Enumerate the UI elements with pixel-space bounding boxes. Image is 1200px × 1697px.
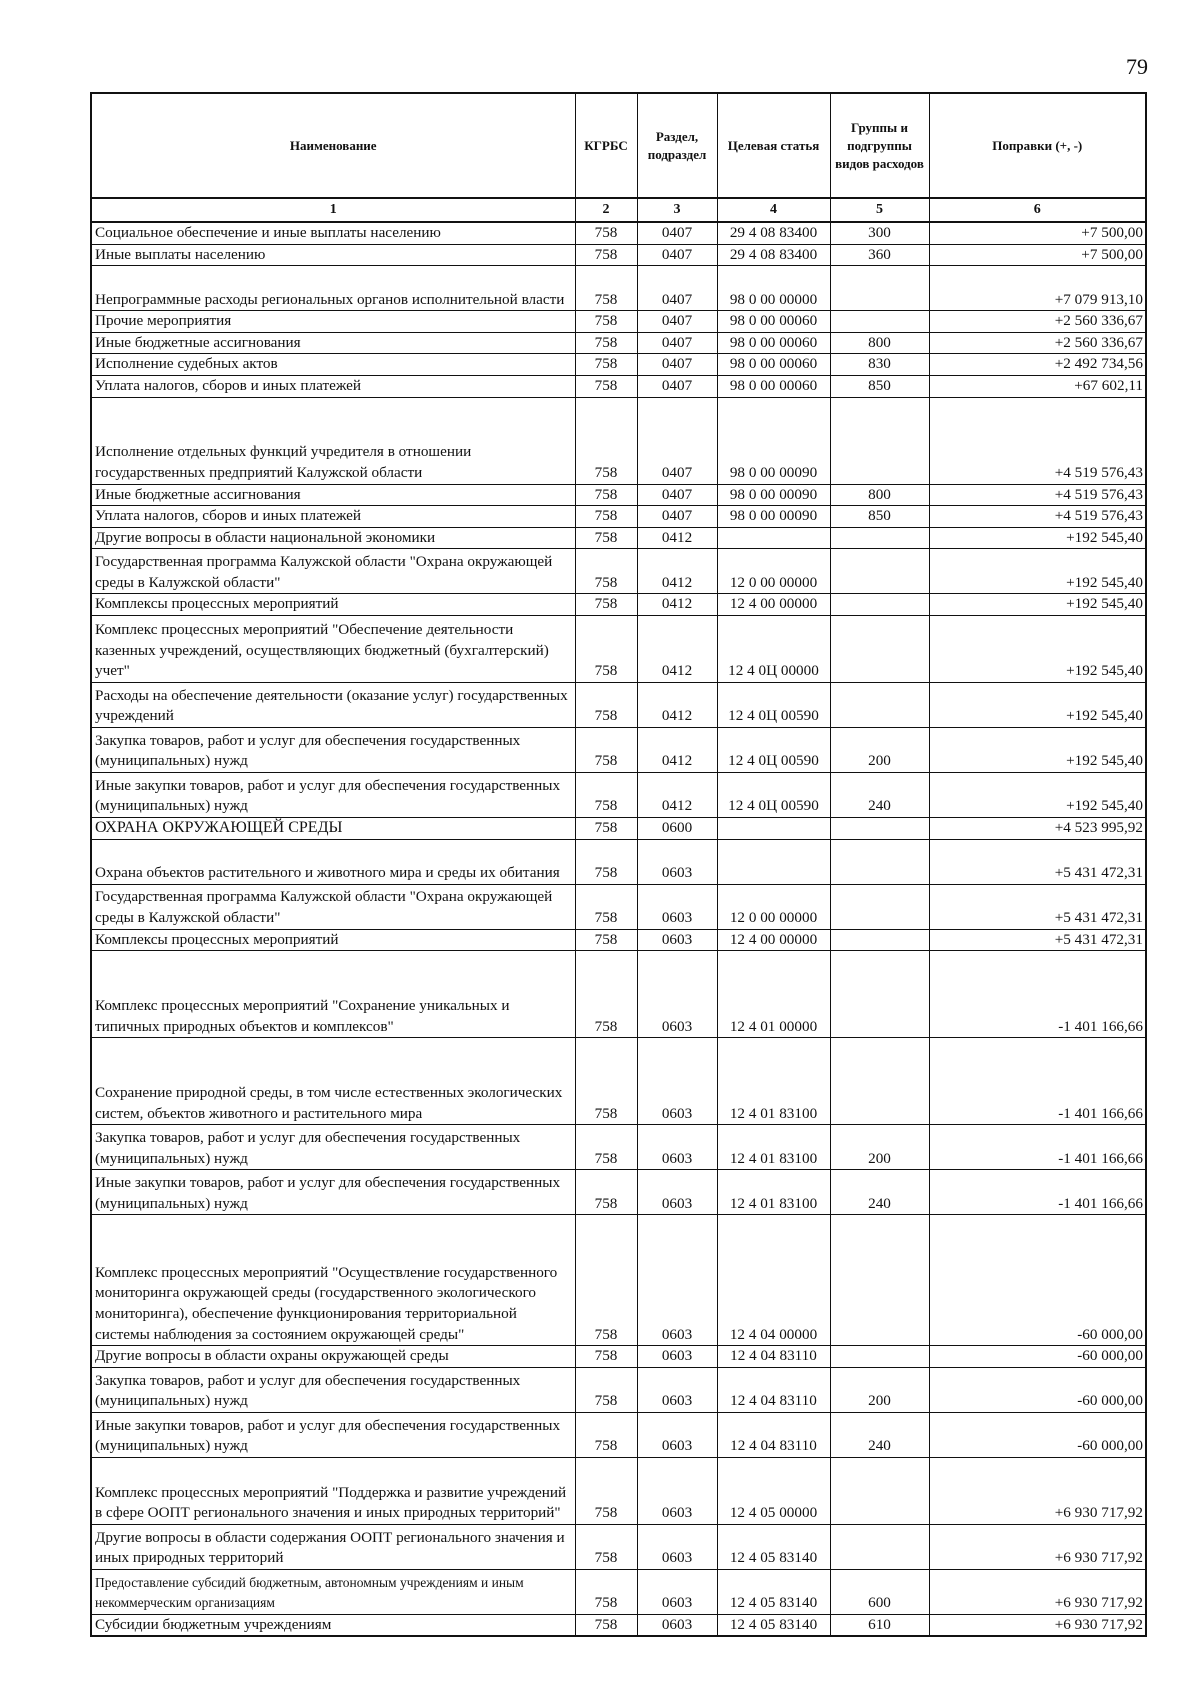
row-group-cell — [830, 549, 929, 594]
table-column-numbers-row — [91, 198, 1146, 222]
row-amount-cell: -60 000,00 — [929, 1367, 1146, 1412]
row-group-cell — [830, 311, 929, 333]
row-kgrbs-cell: 758 — [575, 375, 637, 397]
row-section-cell: 0412 — [637, 527, 717, 549]
row-name-cell: Уплата налогов, сборов и иных платежей — [91, 375, 575, 397]
row-target-cell: 12 4 04 83110 — [717, 1346, 830, 1368]
table-row — [91, 615, 1146, 682]
row-name-cell: Другие вопросы в области содержания ООПТ регионального значения и иных природных территорий — [91, 1524, 575, 1569]
row-section-cell: 0603 — [637, 1215, 717, 1346]
row-name-cell: Комплексы процессных мероприятий — [91, 594, 575, 616]
header-target: Целевая статья — [717, 93, 830, 198]
row-section-cell: 0407 — [637, 506, 717, 528]
row-target-cell: 12 4 01 00000 — [717, 951, 830, 1038]
row-amount-cell: +4 519 576,43 — [929, 397, 1146, 484]
row-group-cell: 240 — [830, 1412, 929, 1457]
row-target-cell: 12 4 05 83140 — [717, 1614, 830, 1636]
row-name-cell: Социальное обеспечение и иные выплаты населению — [91, 222, 575, 244]
row-kgrbs-cell: 758 — [575, 549, 637, 594]
row-amount-cell: +6 930 717,92 — [929, 1524, 1146, 1569]
table-row — [91, 311, 1146, 333]
row-section-cell: 0407 — [637, 311, 717, 333]
row-kgrbs-cell: 758 — [575, 1412, 637, 1457]
table-row — [91, 682, 1146, 727]
row-kgrbs-cell: 758 — [575, 1215, 637, 1346]
column-number: 1 — [91, 198, 575, 222]
table-row — [91, 244, 1146, 266]
row-group-cell — [830, 1215, 929, 1346]
row-amount-cell: +192 545,40 — [929, 682, 1146, 727]
row-group-cell — [830, 839, 929, 884]
row-target-cell: 29 4 08 83400 — [717, 244, 830, 266]
header-kgrbs: КГРБС — [575, 93, 637, 198]
row-section-cell: 0412 — [637, 549, 717, 594]
row-name-cell: Сохранение природной среды, в том числе естественных экологических систем, объектов животного и растительного мира — [91, 1038, 575, 1125]
header-name: Наименование — [91, 93, 575, 198]
row-name-cell: Государственная программа Калужской области "Охрана окружающей среды в Калужской области" — [91, 884, 575, 929]
table-row — [91, 1524, 1146, 1569]
row-target-cell: 12 4 01 83100 — [717, 1170, 830, 1215]
row-amount-cell: +2 492 734,56 — [929, 354, 1146, 376]
row-kgrbs-cell: 758 — [575, 266, 637, 311]
row-target-cell: 29 4 08 83400 — [717, 222, 830, 244]
row-kgrbs-cell: 758 — [575, 244, 637, 266]
row-amount-cell: +6 930 717,92 — [929, 1569, 1146, 1614]
row-group-cell — [830, 266, 929, 311]
row-target-cell: 98 0 00 00090 — [717, 484, 830, 506]
row-name-cell: Государственная программа Калужской области "Охрана окружающей среды в Калужской области" — [91, 549, 575, 594]
row-target-cell: 12 4 0Ц 00590 — [717, 772, 830, 817]
row-name-cell: Уплата налогов, сборов и иных платежей — [91, 506, 575, 528]
row-name-cell: Комплекс процессных мероприятий "Поддержка и развитие учреждений в сфере ООПТ регионального значения и иных природных территорий" — [91, 1457, 575, 1524]
row-group-cell — [830, 527, 929, 549]
row-name-cell: Комплексы процессных мероприятий — [91, 929, 575, 951]
table-row — [91, 484, 1146, 506]
row-amount-cell: +192 545,40 — [929, 615, 1146, 682]
table-row — [91, 839, 1146, 884]
row-name-cell: Другие вопросы в области национальной экономики — [91, 527, 575, 549]
table-row — [91, 1215, 1146, 1346]
row-amount-cell: -60 000,00 — [929, 1346, 1146, 1368]
row-group-cell: 300 — [830, 222, 929, 244]
row-kgrbs-cell: 758 — [575, 484, 637, 506]
header-amendments: Поправки (+, -) — [929, 93, 1146, 198]
row-kgrbs-cell: 758 — [575, 884, 637, 929]
table-row — [91, 397, 1146, 484]
row-section-cell: 0603 — [637, 1524, 717, 1569]
row-target-cell: 98 0 00 00060 — [717, 375, 830, 397]
table-row — [91, 1038, 1146, 1125]
row-name-cell: Охрана объектов растительного и животного мира и среды их обитания — [91, 839, 575, 884]
row-target-cell: 12 4 00 00000 — [717, 594, 830, 616]
row-name-cell: Иные закупки товаров, работ и услуг для обеспечения государственных (муниципальных) нужд — [91, 1412, 575, 1457]
row-amount-cell: +4 519 576,43 — [929, 484, 1146, 506]
row-target-cell — [717, 817, 830, 839]
table-row — [91, 222, 1146, 244]
row-name-cell: Комплекс процессных мероприятий "Обеспечение деятельности казенных учреждений, осуществляющих бюджетный (бухгалтерский) учет" — [91, 615, 575, 682]
row-amount-cell: +5 431 472,31 — [929, 929, 1146, 951]
row-amount-cell: +6 930 717,92 — [929, 1457, 1146, 1524]
row-group-cell — [830, 1524, 929, 1569]
table-body — [91, 222, 1146, 1636]
row-group-cell — [830, 929, 929, 951]
row-group-cell: 200 — [830, 1367, 929, 1412]
row-section-cell: 0407 — [637, 244, 717, 266]
table-row — [91, 266, 1146, 311]
row-kgrbs-cell: 758 — [575, 1457, 637, 1524]
row-kgrbs-cell: 758 — [575, 332, 637, 354]
row-group-cell — [830, 817, 929, 839]
table-header-row — [91, 93, 1146, 198]
row-amount-cell: -1 401 166,66 — [929, 1038, 1146, 1125]
row-section-cell: 0407 — [637, 354, 717, 376]
row-section-cell: 0407 — [637, 266, 717, 311]
row-target-cell — [717, 839, 830, 884]
row-target-cell: 12 4 05 00000 — [717, 1457, 830, 1524]
row-kgrbs-cell: 758 — [575, 839, 637, 884]
row-target-cell: 12 0 00 00000 — [717, 549, 830, 594]
row-kgrbs-cell: 758 — [575, 1524, 637, 1569]
table-row — [91, 375, 1146, 397]
row-amount-cell: +7 500,00 — [929, 244, 1146, 266]
row-name-cell: Закупка товаров, работ и услуг для обеспечения государственных (муниципальных) нужд — [91, 727, 575, 772]
row-section-cell: 0412 — [637, 682, 717, 727]
header-group: Группы и подгруппы видов расходов — [830, 93, 929, 198]
row-target-cell: 12 4 04 83110 — [717, 1412, 830, 1457]
table-row — [91, 1614, 1146, 1636]
column-number: 5 — [830, 198, 929, 222]
row-amount-cell: +192 545,40 — [929, 549, 1146, 594]
table-row — [91, 817, 1146, 839]
row-target-cell: 12 4 0Ц 00000 — [717, 615, 830, 682]
row-target-cell: 12 4 05 83140 — [717, 1524, 830, 1569]
table-row — [91, 1125, 1146, 1170]
row-section-cell: 0407 — [637, 484, 717, 506]
row-section-cell: 0603 — [637, 1125, 717, 1170]
table-row — [91, 727, 1146, 772]
row-name-cell: Иные закупки товаров, работ и услуг для обеспечения государственных (муниципальных) нужд — [91, 772, 575, 817]
row-amount-cell: +2 560 336,67 — [929, 332, 1146, 354]
row-kgrbs-cell: 758 — [575, 594, 637, 616]
row-section-cell: 0603 — [637, 1367, 717, 1412]
row-kgrbs-cell: 758 — [575, 727, 637, 772]
row-amount-cell: +4 519 576,43 — [929, 506, 1146, 528]
row-kgrbs-cell: 758 — [575, 397, 637, 484]
row-amount-cell: +7 079 913,10 — [929, 266, 1146, 311]
row-group-cell: 200 — [830, 727, 929, 772]
row-target-cell: 98 0 00 00060 — [717, 332, 830, 354]
row-kgrbs-cell: 758 — [575, 929, 637, 951]
row-kgrbs-cell: 758 — [575, 1614, 637, 1636]
row-target-cell: 12 4 05 83140 — [717, 1569, 830, 1614]
row-kgrbs-cell: 758 — [575, 682, 637, 727]
row-amount-cell: +192 545,40 — [929, 727, 1146, 772]
table-row — [91, 1412, 1146, 1457]
column-number: 3 — [637, 198, 717, 222]
row-group-cell — [830, 1346, 929, 1368]
row-section-cell: 0407 — [637, 332, 717, 354]
table-row — [91, 354, 1146, 376]
row-amount-cell: +192 545,40 — [929, 527, 1146, 549]
row-name-cell: Иные выплаты населению — [91, 244, 575, 266]
row-name-cell: ОХРАНА ОКРУЖАЮЩЕЙ СРЕДЫ — [91, 817, 575, 839]
row-section-cell: 0407 — [637, 375, 717, 397]
row-target-cell: 12 4 0Ц 00590 — [717, 682, 830, 727]
table-row — [91, 1457, 1146, 1524]
table-row — [91, 1569, 1146, 1614]
row-name-cell: Комплекс процессных мероприятий "Осуществление государственного мониторинга окружающей среды (государственного экологического мониторинга), обеспечение функционирования территориальной системы наблюдения за состоянием окружающей среды" — [91, 1215, 575, 1346]
row-group-cell — [830, 1457, 929, 1524]
row-kgrbs-cell: 758 — [575, 1346, 637, 1368]
row-kgrbs-cell: 758 — [575, 1367, 637, 1412]
row-section-cell: 0412 — [637, 727, 717, 772]
table-row — [91, 929, 1146, 951]
row-group-cell — [830, 884, 929, 929]
row-section-cell: 0412 — [637, 594, 717, 616]
row-amount-cell: +7 500,00 — [929, 222, 1146, 244]
row-group-cell — [830, 682, 929, 727]
row-target-cell: 12 4 04 83110 — [717, 1367, 830, 1412]
row-target-cell: 12 4 01 83100 — [717, 1125, 830, 1170]
budget-amendments-table — [90, 92, 1147, 1637]
row-group-cell: 830 — [830, 354, 929, 376]
row-amount-cell: +6 930 717,92 — [929, 1614, 1146, 1636]
row-section-cell: 0603 — [637, 839, 717, 884]
row-amount-cell: -1 401 166,66 — [929, 951, 1146, 1038]
row-group-cell — [830, 615, 929, 682]
column-number: 4 — [717, 198, 830, 222]
row-kgrbs-cell: 758 — [575, 1170, 637, 1215]
row-section-cell: 0603 — [637, 929, 717, 951]
row-name-cell: Комплекс процессных мероприятий "Сохранение уникальных и типичных природных объектов и комплексов" — [91, 951, 575, 1038]
table-row — [91, 1170, 1146, 1215]
row-kgrbs-cell: 758 — [575, 354, 637, 376]
row-kgrbs-cell: 758 — [575, 311, 637, 333]
row-amount-cell: +5 431 472,31 — [929, 839, 1146, 884]
row-target-cell: 12 4 00 00000 — [717, 929, 830, 951]
column-number: 6 — [929, 198, 1146, 222]
row-amount-cell: +192 545,40 — [929, 594, 1146, 616]
row-section-cell: 0603 — [637, 1614, 717, 1636]
page-number: 79 — [1126, 54, 1148, 79]
table-row — [91, 884, 1146, 929]
row-amount-cell: +67 602,11 — [929, 375, 1146, 397]
row-group-cell: 240 — [830, 772, 929, 817]
row-section-cell: 0412 — [637, 615, 717, 682]
row-target-cell: 98 0 00 00000 — [717, 266, 830, 311]
row-name-cell: Исполнение судебных актов — [91, 354, 575, 376]
row-target-cell: 12 4 04 00000 — [717, 1215, 830, 1346]
row-name-cell: Субсидии бюджетным учреждениям — [91, 1614, 575, 1636]
table-row — [91, 527, 1146, 549]
row-section-cell: 0603 — [637, 1569, 717, 1614]
row-name-cell: Непрограммные расходы региональных органов исполнительной власти — [91, 266, 575, 311]
table-row — [91, 772, 1146, 817]
row-amount-cell: +192 545,40 — [929, 772, 1146, 817]
row-group-cell — [830, 951, 929, 1038]
row-group-cell — [830, 397, 929, 484]
table-row — [91, 594, 1146, 616]
row-target-cell: 12 4 01 83100 — [717, 1038, 830, 1125]
row-section-cell: 0603 — [637, 1346, 717, 1368]
row-target-cell: 12 4 0Ц 00590 — [717, 727, 830, 772]
row-section-cell: 0603 — [637, 1038, 717, 1125]
row-target-cell: 98 0 00 00090 — [717, 506, 830, 528]
row-section-cell: 0600 — [637, 817, 717, 839]
row-name-cell: Иные закупки товаров, работ и услуг для обеспечения государственных (муниципальных) нужд — [91, 1170, 575, 1215]
row-amount-cell: +5 431 472,31 — [929, 884, 1146, 929]
row-name-cell: Предоставление субсидий бюджетным, автономным учреждениям и иным некоммерческим организациям — [91, 1569, 575, 1614]
row-group-cell: 200 — [830, 1125, 929, 1170]
row-name-cell: Прочие мероприятия — [91, 311, 575, 333]
row-kgrbs-cell: 758 — [575, 817, 637, 839]
row-kgrbs-cell: 758 — [575, 951, 637, 1038]
table-row — [91, 1367, 1146, 1412]
row-name-cell: Закупка товаров, работ и услуг для обеспечения государственных (муниципальных) нужд — [91, 1125, 575, 1170]
row-section-cell: 0603 — [637, 1457, 717, 1524]
row-section-cell: 0603 — [637, 884, 717, 929]
row-name-cell: Расходы на обеспечение деятельности (оказание услуг) государственных учреждений — [91, 682, 575, 727]
table-row — [91, 1346, 1146, 1368]
table-row — [91, 332, 1146, 354]
row-target-cell: 98 0 00 00060 — [717, 311, 830, 333]
row-kgrbs-cell: 758 — [575, 506, 637, 528]
row-target-cell: 98 0 00 00060 — [717, 354, 830, 376]
row-section-cell: 0412 — [637, 772, 717, 817]
row-group-cell — [830, 1038, 929, 1125]
row-kgrbs-cell: 758 — [575, 615, 637, 682]
row-amount-cell: -60 000,00 — [929, 1412, 1146, 1457]
row-group-cell: 600 — [830, 1569, 929, 1614]
row-section-cell: 0603 — [637, 951, 717, 1038]
column-number: 2 — [575, 198, 637, 222]
row-group-cell: 800 — [830, 332, 929, 354]
row-group-cell: 850 — [830, 375, 929, 397]
row-group-cell: 360 — [830, 244, 929, 266]
row-group-cell: 850 — [830, 506, 929, 528]
table-row — [91, 951, 1146, 1038]
header-section: Раздел, подраздел — [637, 93, 717, 198]
row-kgrbs-cell: 758 — [575, 1569, 637, 1614]
row-amount-cell: -1 401 166,66 — [929, 1170, 1146, 1215]
table-row — [91, 549, 1146, 594]
row-name-cell: Закупка товаров, работ и услуг для обеспечения государственных (муниципальных) нужд — [91, 1367, 575, 1412]
row-section-cell: 0603 — [637, 1170, 717, 1215]
row-name-cell: Иные бюджетные ассигнования — [91, 332, 575, 354]
table-row — [91, 506, 1146, 528]
row-kgrbs-cell: 758 — [575, 1125, 637, 1170]
row-group-cell: 610 — [830, 1614, 929, 1636]
row-name-cell: Исполнение отдельных функций учредителя в отношении государственных предприятий Калужской области — [91, 397, 575, 484]
row-target-cell: 12 0 00 00000 — [717, 884, 830, 929]
row-target-cell — [717, 527, 830, 549]
row-kgrbs-cell: 758 — [575, 527, 637, 549]
row-kgrbs-cell: 758 — [575, 772, 637, 817]
row-group-cell — [830, 594, 929, 616]
row-section-cell: 0407 — [637, 222, 717, 244]
row-amount-cell: +2 560 336,67 — [929, 311, 1146, 333]
row-amount-cell: -60 000,00 — [929, 1215, 1146, 1346]
row-kgrbs-cell: 758 — [575, 1038, 637, 1125]
row-group-cell: 800 — [830, 484, 929, 506]
row-section-cell: 0407 — [637, 397, 717, 484]
row-name-cell: Иные бюджетные ассигнования — [91, 484, 575, 506]
row-amount-cell: -1 401 166,66 — [929, 1125, 1146, 1170]
row-section-cell: 0603 — [637, 1412, 717, 1457]
row-group-cell: 240 — [830, 1170, 929, 1215]
row-target-cell: 98 0 00 00090 — [717, 397, 830, 484]
row-kgrbs-cell: 758 — [575, 222, 637, 244]
row-name-cell: Другие вопросы в области охраны окружающей среды — [91, 1346, 575, 1368]
row-amount-cell: +4 523 995,92 — [929, 817, 1146, 839]
